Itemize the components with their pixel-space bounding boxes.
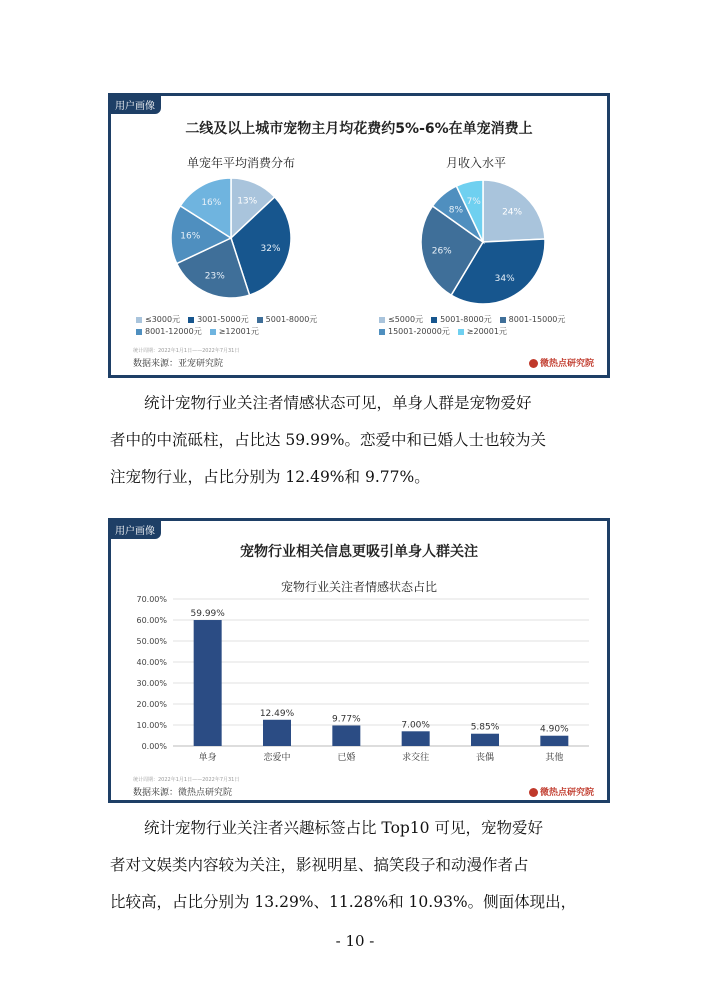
bar <box>471 734 499 746</box>
legend-swatch <box>136 317 142 323</box>
left-pie-title: 单宠年平均消费分布 <box>186 156 295 170</box>
pie-slice-label: 7% <box>466 196 481 207</box>
pie-slice-label: 32% <box>260 244 281 255</box>
spending-pie-legend <box>136 314 356 338</box>
legend-swatch <box>188 317 194 323</box>
legend-swatch <box>379 317 385 323</box>
y-tick-label: 50.00% <box>136 637 167 646</box>
bar-value-label: 59.99% <box>190 609 225 620</box>
legend-swatch <box>210 329 216 335</box>
text-line: 者中的中流砥柱，占比达 59.99%。恋爱中和已婚人士也较为关 <box>110 431 547 449</box>
legend-entry <box>458 326 507 338</box>
x-tick-label: 其他 <box>545 753 564 763</box>
panel-title: 二线及以上城市宠物主月均花费约5%-6%在单宠消费上 <box>185 121 533 137</box>
data-source: 数据来源：微热点研究院 <box>133 788 233 798</box>
stat-period-note: 统计周期：2022年1月1日——2022年7月31日 <box>133 777 240 783</box>
legend-label: 8001-12000元 <box>145 327 202 336</box>
legend-entry <box>431 314 492 326</box>
legend-swatch <box>379 329 385 335</box>
y-tick-label: 70.00% <box>136 595 167 604</box>
legend-label: 5001-8000元 <box>265 315 318 324</box>
legend-label: 15001-20000元 <box>388 327 450 336</box>
text-line: 注宠物行业，占比分别为 12.49%和 9.77%。 <box>110 468 430 486</box>
x-tick-label: 丧偶 <box>475 753 495 763</box>
bar-value-label: 9.77% <box>332 714 361 725</box>
bar-chart-title: 宠物行业关注者情感状态占比 <box>280 580 437 594</box>
panel-title: 宠物行业相关信息更吸引单身人群关注 <box>240 544 478 560</box>
panel-tag: 用户画像 <box>111 521 161 539</box>
legend-swatch <box>257 317 263 323</box>
y-tick-label: 30.00% <box>136 679 167 688</box>
legend-label: ≤3000元 <box>145 315 181 324</box>
bar <box>194 620 222 746</box>
pie-slice-label: 13% <box>237 196 258 207</box>
bar <box>540 736 568 746</box>
legend-swatch <box>431 317 437 323</box>
legend-label: ≤5000元 <box>388 315 424 324</box>
legend-entry <box>257 314 318 326</box>
legend-swatch <box>500 317 506 323</box>
legend-swatch <box>458 329 464 335</box>
legend-label: 5001-8000元 <box>440 315 492 324</box>
pie-slice-label: 24% <box>502 207 523 218</box>
page-number: - 10 - <box>335 932 375 950</box>
legend-entry <box>500 314 566 326</box>
paragraph-emotional-status <box>110 385 600 496</box>
legend-entry <box>379 314 423 326</box>
legend-entry <box>136 326 202 338</box>
x-tick-label: 求交往 <box>402 753 430 763</box>
pie-slice-label: 8% <box>448 205 464 216</box>
bar-value-label: 7.00% <box>401 720 430 731</box>
y-tick-label: 60.00% <box>136 616 167 625</box>
pie-slice-label: 16% <box>201 198 222 209</box>
bar <box>263 720 291 746</box>
brand-icon <box>529 359 538 368</box>
legend-entry <box>210 326 259 338</box>
bar-value-label: 5.85% <box>470 722 500 733</box>
pie-slice-label: 23% <box>204 271 225 282</box>
text-line: 比较高，占比分别为 13.29%、11.28%和 10.93%。侧面体现出， <box>110 893 577 911</box>
brand-logo: 微热点研究院 <box>529 356 594 369</box>
pie-slice-label: 16% <box>180 231 201 242</box>
legend-label: 8001-15000元 <box>508 315 566 324</box>
legend-label: 3001-5000元 <box>197 315 249 324</box>
text-line: 者对文娱类内容较为关注，影视明星、搞笑段子和动漫作者占 <box>110 856 529 874</box>
stat-period-note: 统计周期：2022年1月1日——2022年7月31日 <box>133 348 240 354</box>
bar <box>332 725 360 746</box>
x-tick-label: 单身 <box>198 753 217 763</box>
right-pie-title: 月收入水平 <box>445 156 506 170</box>
data-source: 数据来源：亚宠研究院 <box>133 359 224 369</box>
bar-value-label: 12.49% <box>259 708 295 719</box>
brand-logo: 微热点研究院 <box>529 785 594 798</box>
y-tick-label: 40.00% <box>136 658 167 667</box>
text-line: 统计宠物行业关注者兴趣标签占比 Top10 可见，宠物爱好 <box>144 819 543 837</box>
pie-slice-label: 34% <box>494 274 515 285</box>
x-tick-label: 已婚 <box>337 753 356 763</box>
pie-charts-panel <box>108 93 610 378</box>
bar <box>402 731 430 746</box>
legend-label: ≥12001元 <box>218 327 259 336</box>
paragraph-interest-tags <box>110 810 600 921</box>
x-tick-label: 恋爱中 <box>263 753 291 763</box>
legend-swatch <box>136 329 142 335</box>
panel-tag: 用户画像 <box>111 96 161 114</box>
y-tick-label: 20.00% <box>136 700 167 709</box>
brand-icon <box>529 788 538 797</box>
y-tick-label: 10.00% <box>136 721 167 730</box>
pie-slice-label: 26% <box>431 246 452 257</box>
income-pie-legend <box>379 314 609 338</box>
emotional-status-bar-chart <box>111 521 607 800</box>
legend-label: ≥20001元 <box>466 327 507 336</box>
bar-value-label: 4.90% <box>540 724 569 735</box>
bar-chart-panel <box>108 518 610 803</box>
legend-entry <box>136 314 180 326</box>
legend-entry <box>188 314 249 326</box>
text-line: 统计宠物行业关注者情感状态可见，单身人群是宠物爱好 <box>144 394 532 412</box>
legend-entry <box>379 326 450 338</box>
y-tick-label: 0.00% <box>141 742 167 751</box>
